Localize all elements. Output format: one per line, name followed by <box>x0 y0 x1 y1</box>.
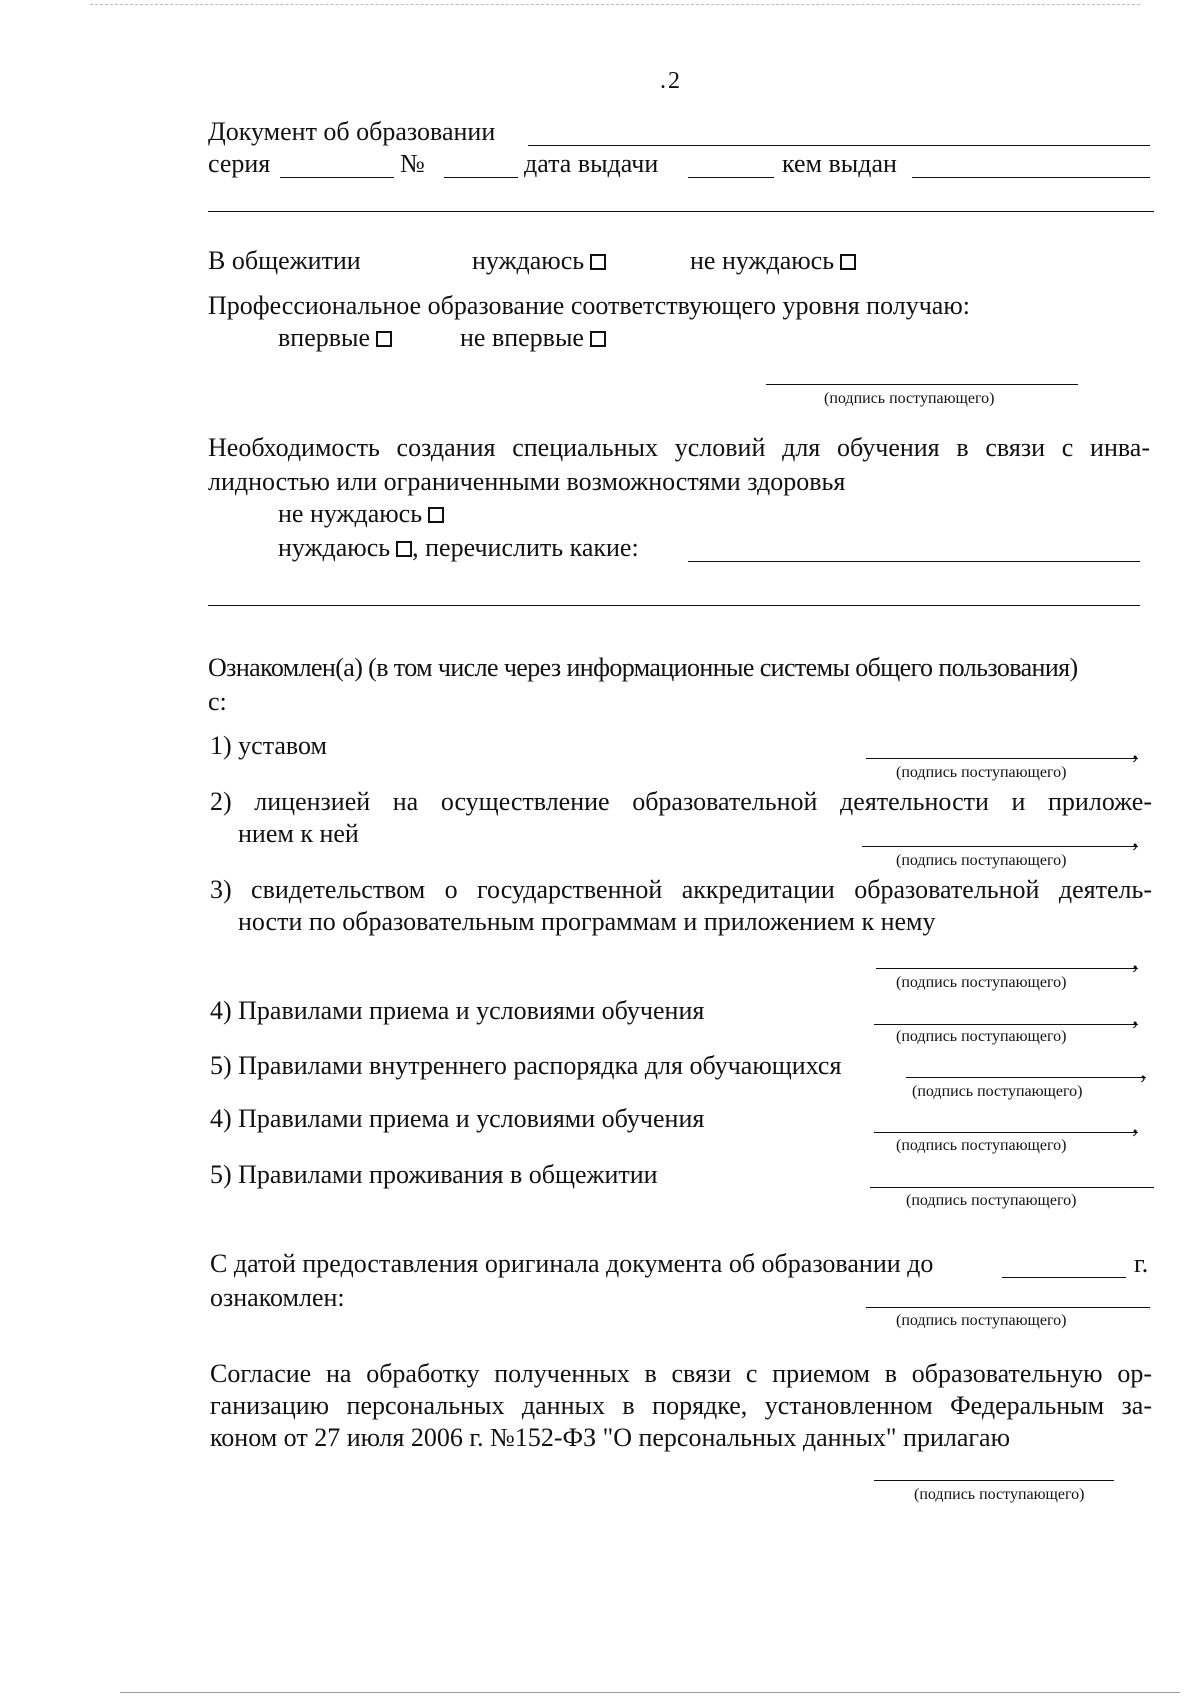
acquainted-item-license-line2: нием к ней <box>238 819 359 848</box>
dormitory-need-label: нуждаюсь <box>472 246 585 275</box>
acquainted-item-admission-rules-signature-line[interactable] <box>874 1024 1138 1025</box>
issued-by-label: кем выдан <box>782 149 897 178</box>
special-conditions-text-line2: лидностью или ограниченными возможностями здоровья <box>208 467 846 496</box>
acquainted-item-internal-rules: 5) Правилами внутреннего распорядка для обучающихся <box>210 1051 842 1080</box>
original-doc-signature-line[interactable] <box>866 1307 1150 1308</box>
education-doc-field[interactable] <box>528 145 1150 146</box>
signature-caption: (подпись поступающего) <box>824 390 995 407</box>
comma: , <box>1132 823 1139 852</box>
series-field[interactable] <box>280 177 394 178</box>
acquainted-item-accreditation-line1: 3) свидетельством о государственной аккредитации образовательной деятель- <box>210 875 1152 904</box>
dormitory-no-need-checkbox[interactable] <box>840 254 856 270</box>
signature-caption: (подпись поступающего) <box>896 974 1067 991</box>
consent-line3: коном от 27 июля 2006 г. №152-ФЗ "О персональных данных" прилагаю <box>210 1423 1011 1452</box>
signature-line[interactable] <box>766 384 1078 385</box>
special-need-suffix: , перечислить какие: <box>412 533 639 562</box>
acquainted-intro-line1: Ознакомлен(а) (в том числе через информационные системы общего пользования) <box>208 653 1078 682</box>
signature-caption: (подпись поступающего) <box>906 1192 1077 1209</box>
issue-date-field[interactable] <box>688 177 774 178</box>
acquainted-item-admission-rules-repeat-signature-line[interactable] <box>874 1132 1138 1133</box>
special-conditions-text-line1: Необходимость создания специальных условий для обучения в связи с инва- <box>208 433 1150 462</box>
education-doc-label: Документ об образовании <box>208 117 496 146</box>
comma: , <box>1132 1109 1139 1138</box>
acquainted-item-charter-signature-line[interactable] <box>866 758 1138 759</box>
not-first-time-checkbox[interactable] <box>590 331 606 347</box>
special-conditions-field-continuation[interactable] <box>208 605 1140 606</box>
signature-caption: (подпись поступающего) <box>896 1312 1067 1329</box>
not-first-time-label: не впервые <box>460 323 584 352</box>
special-no-need-checkbox[interactable] <box>428 507 444 523</box>
acquainted-item-dormitory-rules: 5) Правилами проживания в общежитии <box>210 1160 658 1189</box>
first-time-option <box>278 322 392 354</box>
special-conditions-field[interactable] <box>688 561 1140 562</box>
scan-edge-top <box>90 4 1140 7</box>
signature-caption: (подпись поступающего) <box>912 1083 1083 1100</box>
dormitory-label: В общежитии <box>208 246 361 275</box>
number-field[interactable] <box>444 177 518 178</box>
scan-edge-bottom <box>120 1692 1180 1695</box>
original-doc-line1: С датой предоставления оригинала документа об образовании до <box>210 1249 934 1278</box>
special-no-need-label: не нуждаюсь <box>278 499 423 528</box>
acquainted-item-internal-rules-signature-line[interactable] <box>906 1077 1146 1078</box>
first-time-checkbox[interactable] <box>376 331 392 347</box>
consent-line2: ганизацию персональных данных в порядке, установленном Федеральным за- <box>210 1391 1152 1420</box>
comma: , <box>1132 735 1139 764</box>
acquainted-item-license-signature-line[interactable] <box>862 846 1138 847</box>
signature-caption: (подпись поступающего) <box>914 1486 1085 1503</box>
dormitory-no-need-label: не нуждаюсь <box>690 246 835 275</box>
dormitory-no-need-option <box>690 245 856 277</box>
dormitory-need-option <box>472 245 606 277</box>
signature-caption: (подпись поступающего) <box>896 1028 1067 1045</box>
prof-education-label: Профессиональное образование соответствующего уровня получаю: <box>208 291 970 320</box>
original-doc-line2: ознакомлен: <box>210 1283 345 1312</box>
acquainted-item-admission-rules-repeat: 4) Правилами приема и условиями обучения <box>210 1104 705 1133</box>
first-time-label: впервые <box>278 323 371 352</box>
special-no-need-option <box>278 498 444 530</box>
number-label: № <box>400 149 425 178</box>
acquainted-item-accreditation-line2: ности по образовательным программам и приложением к нему <box>238 907 936 936</box>
not-first-time-option <box>460 322 606 354</box>
acquainted-item-accreditation-signature-line[interactable] <box>876 968 1138 969</box>
series-label: серия <box>208 149 271 178</box>
dormitory-need-checkbox[interactable] <box>590 254 606 270</box>
comma: , <box>1132 1001 1139 1030</box>
page-number-dot: . <box>660 68 666 94</box>
comma: , <box>1140 1055 1147 1084</box>
comma: , <box>1132 945 1139 974</box>
signature-caption: (подпись поступающего) <box>896 764 1067 781</box>
acquainted-item-admission-rules: 4) Правилами приема и условиями обучения <box>210 996 705 1025</box>
issued-by-field-continuation[interactable] <box>208 211 1154 212</box>
signature-caption: (подпись поступающего) <box>896 1137 1067 1154</box>
special-need-option <box>278 532 639 564</box>
issued-by-field[interactable] <box>912 177 1150 178</box>
original-doc-year-suffix: г. <box>1134 1249 1149 1278</box>
consent-signature-line[interactable] <box>874 1480 1114 1481</box>
acquainted-item-charter: 1) уставом <box>210 731 327 760</box>
acquainted-intro-line2: с: <box>208 687 227 716</box>
issue-date-label: дата выдачи <box>524 149 659 178</box>
acquainted-item-license-line1: 2) лицензией на осуществление образовательной деятельности и приложе- <box>210 787 1152 816</box>
special-need-label: нуждаюсь <box>278 533 391 562</box>
acquainted-item-dormitory-rules-signature-line[interactable] <box>870 1187 1154 1188</box>
page-number: 2 <box>668 68 680 94</box>
special-need-checkbox[interactable] <box>396 541 412 557</box>
consent-line1: Согласие на обработку полученных в связи с приемом в образовательную ор- <box>210 1359 1152 1388</box>
signature-caption: (подпись поступающего) <box>896 852 1067 869</box>
original-doc-date-field[interactable] <box>1002 1277 1126 1278</box>
